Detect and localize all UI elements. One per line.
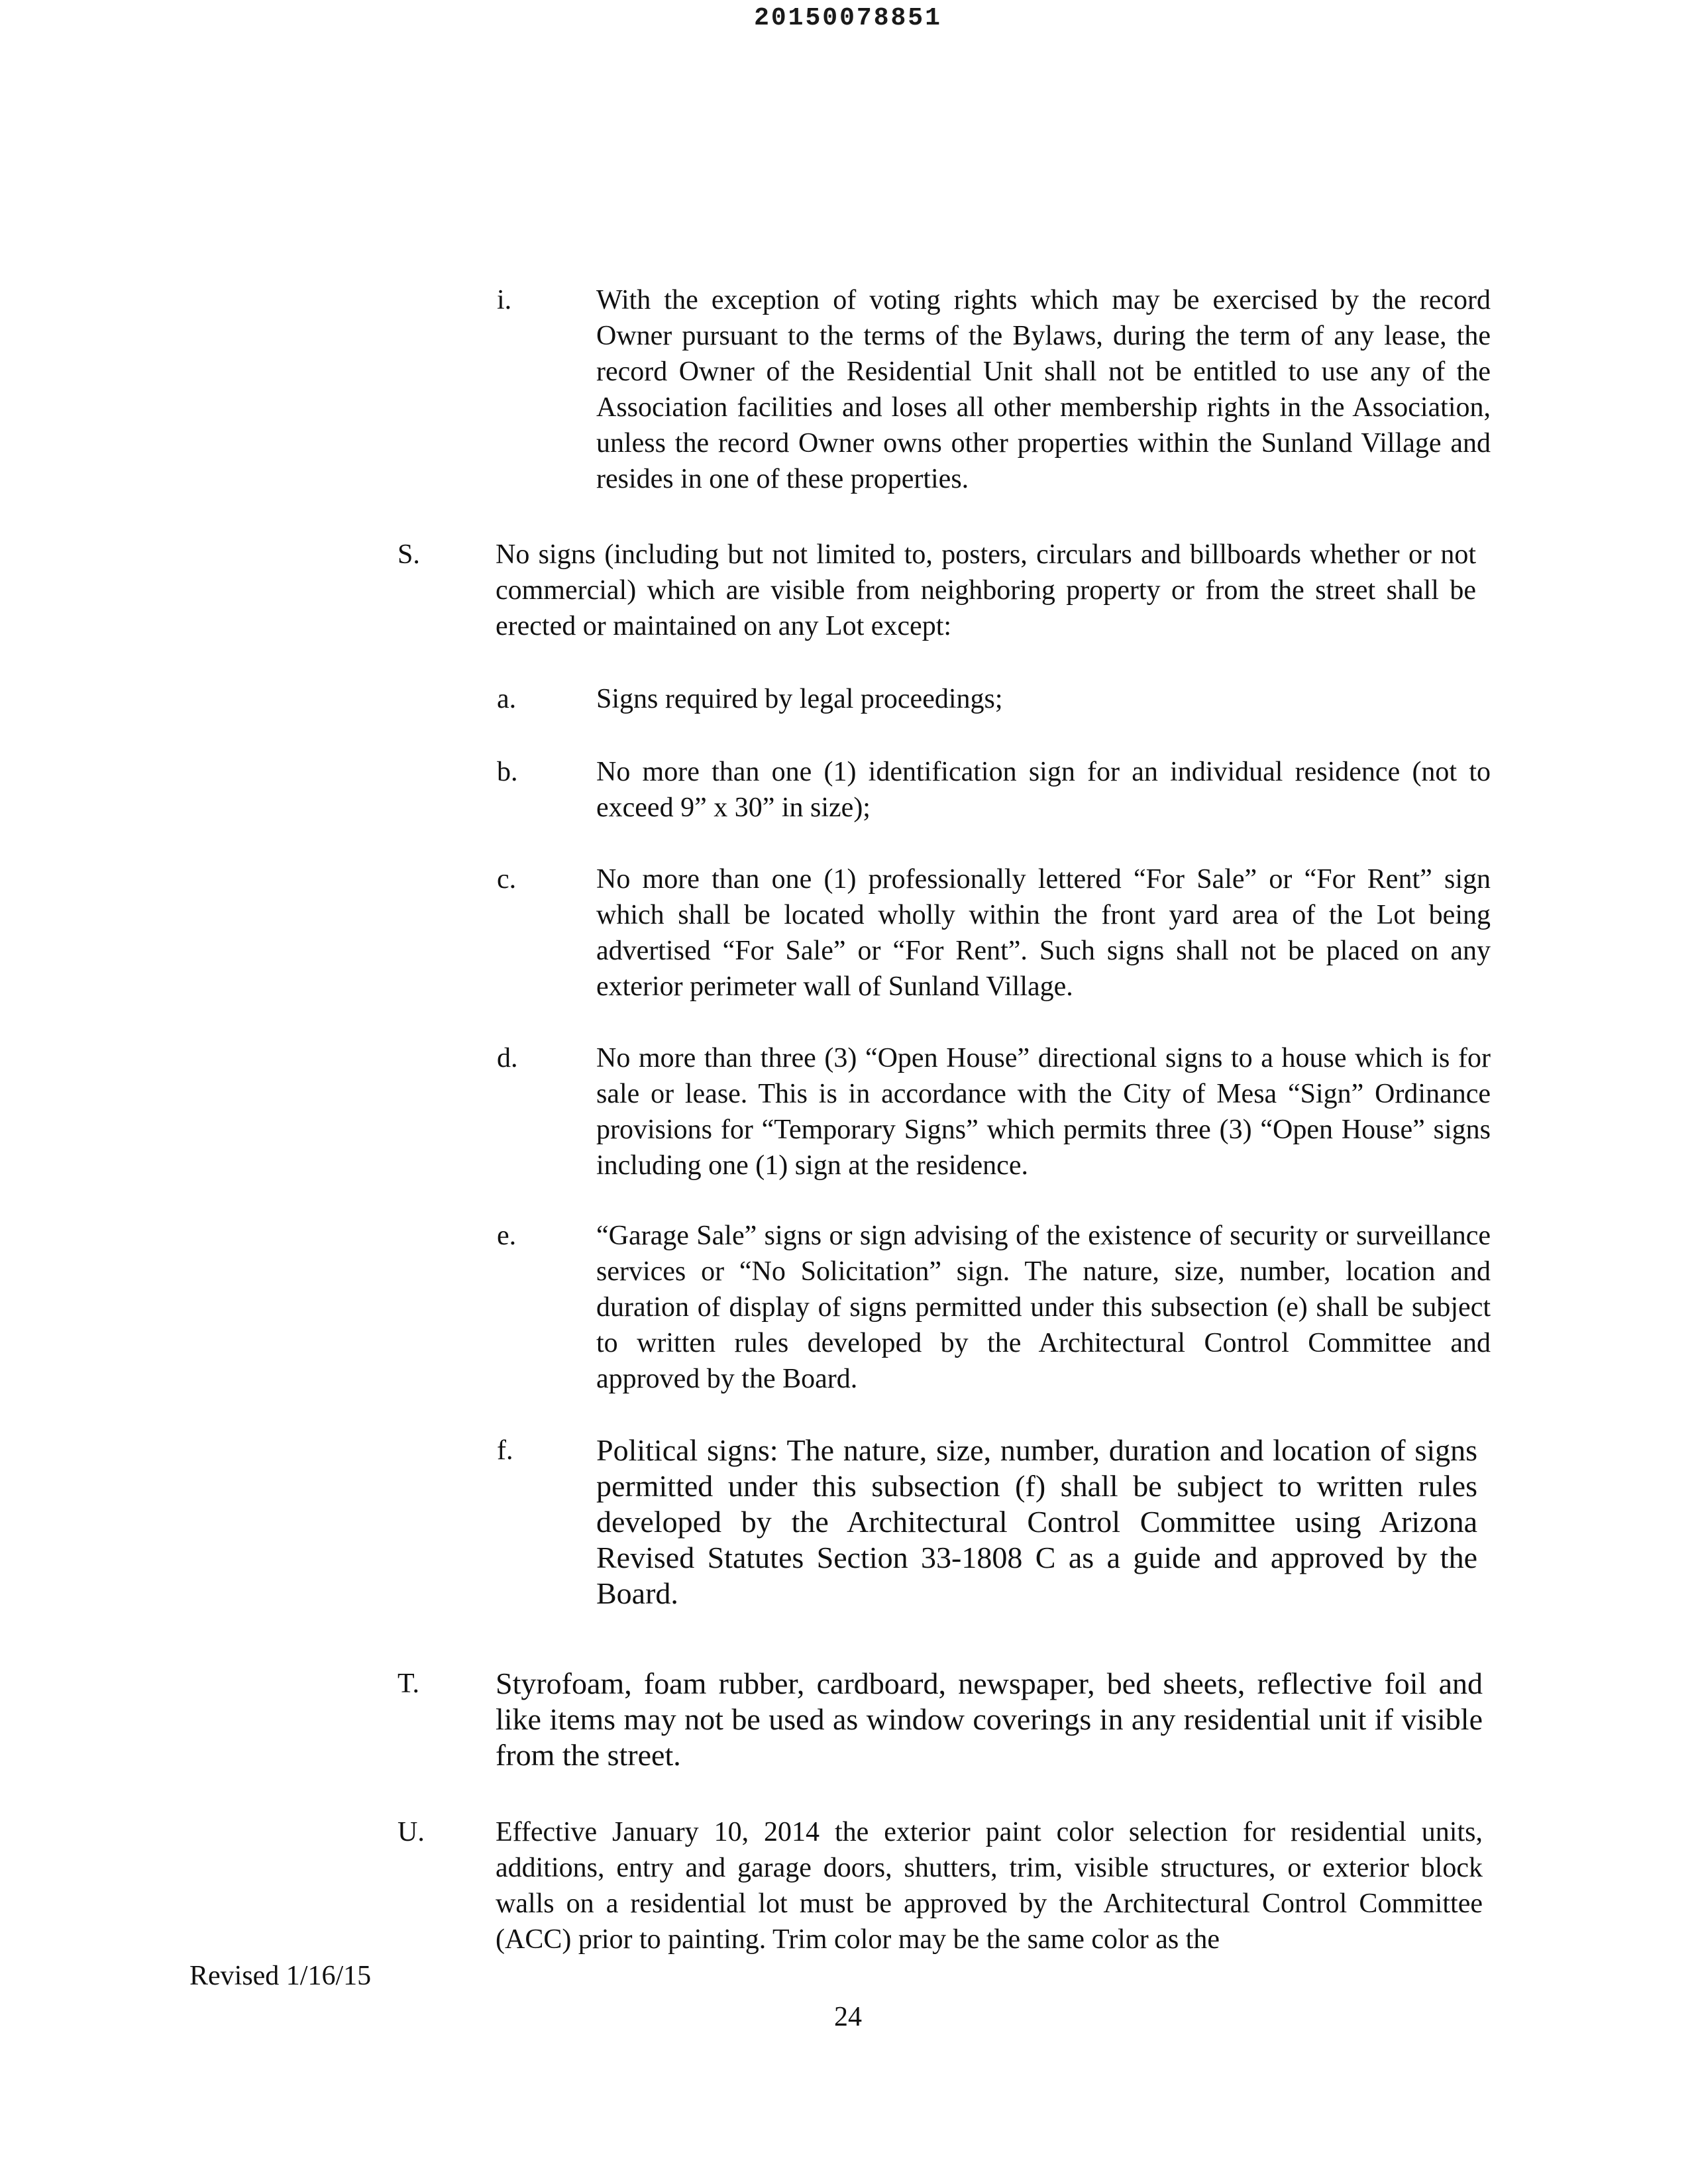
item-text-u: Effective January 10, 2014 the exterior paint color selection for residential units, additions, entry and garage doors, shutters, trim, visible structures, or exterior block walls on a residential lot must be approved by the Architectural Control Committee (ACC) prior to painting. Trim color may be the same color as the [496,1817,1483,1955]
item-label-e: e. [497,1221,517,1251]
item-label-a: a. [497,684,517,714]
document-number: 20150078851 [754,4,942,32]
item-text-a: Signs required by legal proceedings; [596,684,1003,714]
item-text-c: No more than one (1) professionally lettered “For Sale” or “For Rent” sign which shall be located wholly within the front yard area of the Lot being advertised “For Sale” or “For Rent”. Such signs shall not be placed on any exterior perimeter wall of Sunland Village. [596,864,1491,1002]
item-label-c: c. [497,864,517,895]
item-text-e: “Garage Sale” signs or sign advising of the existence of security or surveillance services or “No Solicitation” sign. The nature, size, number, location and duration of display of signs permitted under this subsection (e) shall be subject to written rules developed by the Architectural Control Committee and approved by the Board. [596,1221,1491,1394]
item-text-s: No signs (including but not limited to, posters, circulars and billboards whether or not commercial) which are visible from neighboring property or from the street shall be erected or maintained on any Lot except: [496,539,1476,641]
item-label-i: i. [497,285,512,315]
item-text-i: With the exception of voting rights which may be exercised by the record Owner pursuant to the terms of the Bylaws, during the term of any lease, the record Owner of the Residential Unit shall not be entitled to use any of the Association facilities and loses all other membership rights in the Association, unless the record Owner owns other properties within the Sunland Village and resides in one of these properties. [596,285,1491,494]
item-label-d: d. [497,1043,518,1073]
item-label-u: U. [398,1817,425,1847]
item-text-b: No more than one (1) identification sign for an individual residence (not to exceed 9” x 30” in size); [596,757,1491,823]
item-text-t: Styrofoam, foam rubber, cardboard, newspaper, bed sheets, reflective foil and like items may not be used as window coverings in any residential unit if visible from the street. [496,1666,1483,1772]
item-label-s: S. [398,539,420,570]
item-text-d: No more than three (3) “Open House” directional signs to a house which is for sale or lease. This is in accordance with the City of Mesa “Sign” Ordinance provisions for “Temporary Signs” which permits three (3) “Open House” signs including one (1) sign at the residence. [596,1043,1491,1181]
revision-date: Revised 1/16/15 [189,1961,372,1991]
item-label-b: b. [497,757,518,787]
page-number: 24 [834,2002,862,2032]
item-text-f: Political signs: The nature, size, number, duration and location of signs permitted under this subsection (f) shall be subject to written rules developed by the Architectural Control Committee using Arizona Revised Statutes Section 33-1808 C as a guide and approved by the Board. [596,1433,1477,1610]
item-label-t: T. [398,1668,420,1699]
item-label-f: f. [497,1435,513,1466]
